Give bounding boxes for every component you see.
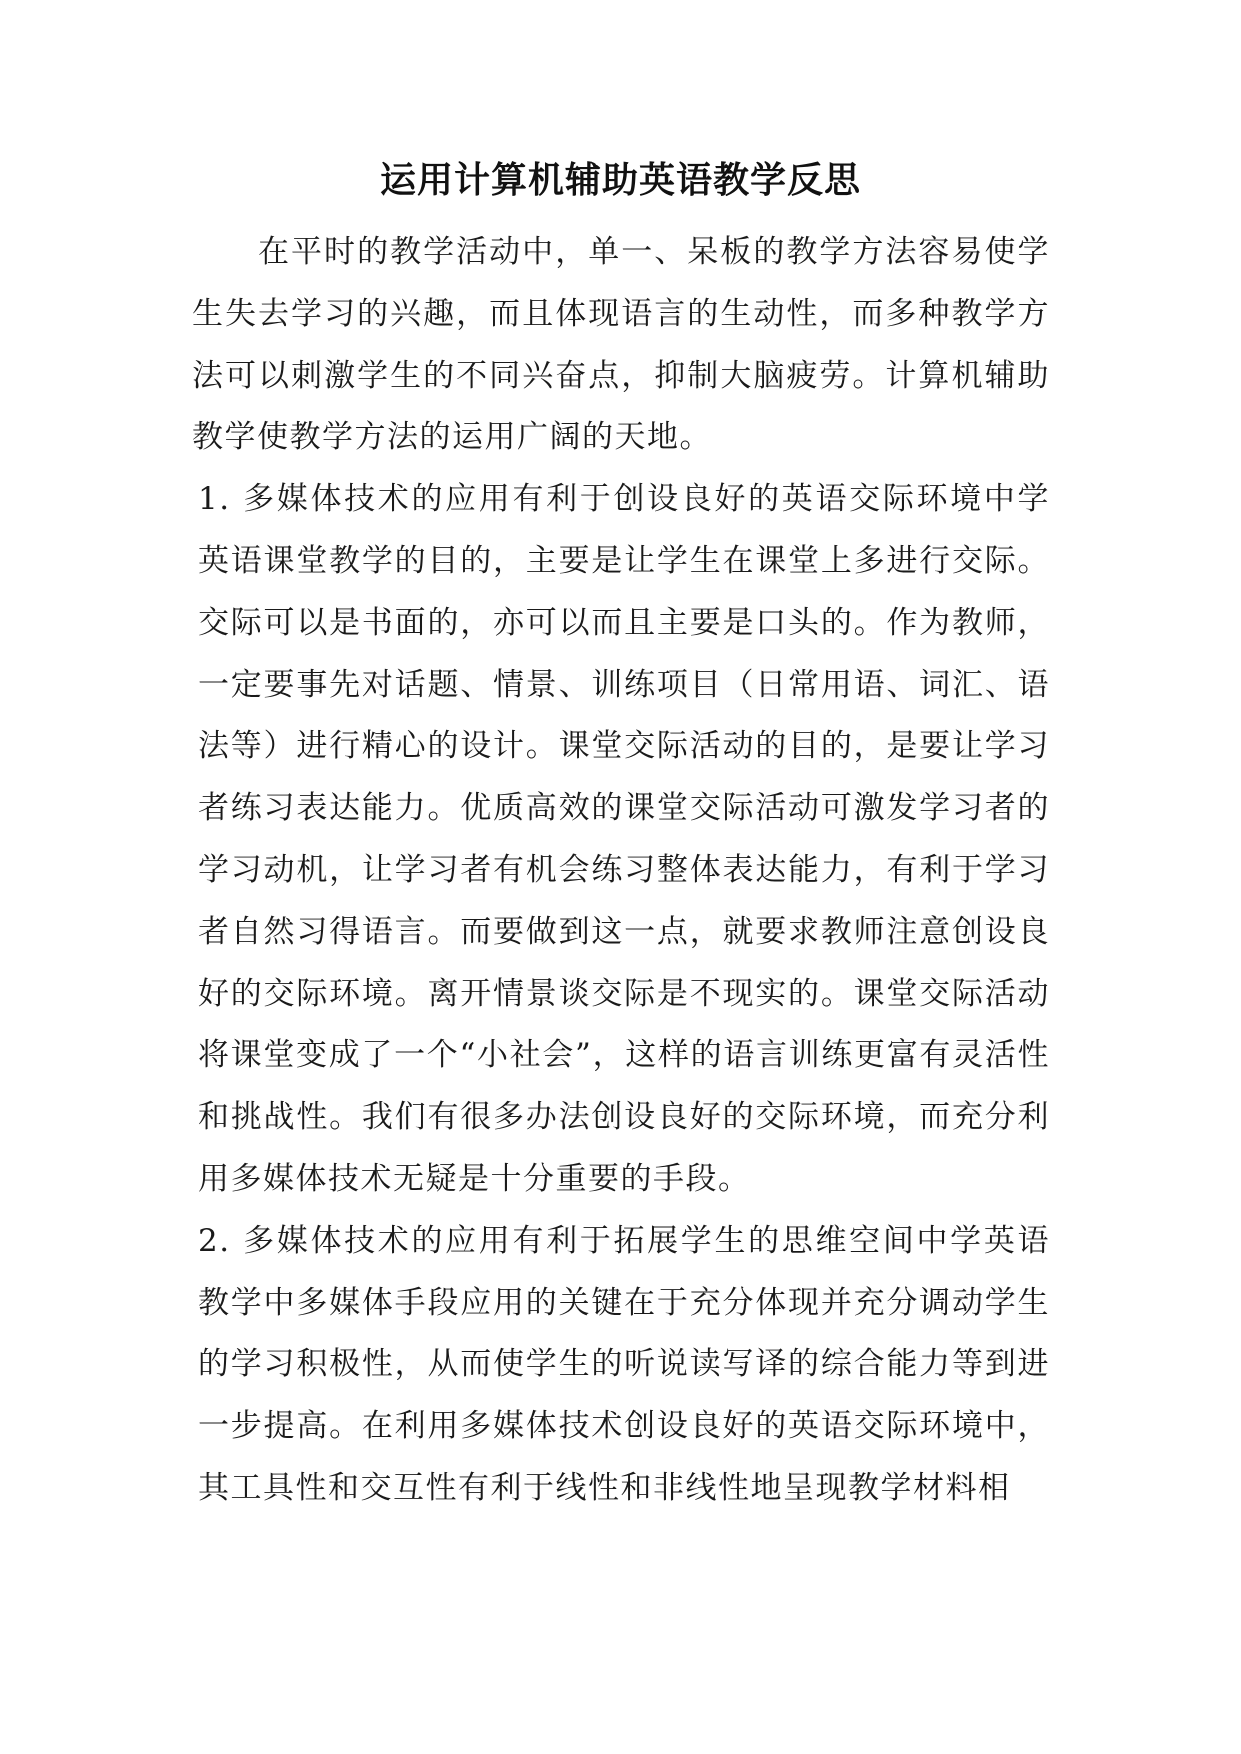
section-1-paragraph: 1. 多媒体技术的应用有利于创设良好的英语交际环境中学英语课堂教学的目的，主要是让学生在课堂上多进行交际。交际可以是书面的，亦可以而且主要是口头的。作为教师，一定要事先对话题、情景、训练项目（日常用语、词汇、语法等）进行精心的设计。课堂交际活动的目的，是要让学习者练习表达能力。优质高效的课堂交际活动可激发学习者的学习动机，让学习者有机会练习整体表达能力，有利于学习者自然习得语言。而要做到这一点，就要求教师注意创设良好的交际环境。离开情景谈交际是不现实的。课堂交际活动将课堂变成了一个“小社会”，这样的语言训练更富有灵活性和挑战性。我们有很多办法创设良好的交际环境，而充分利用多媒体技术无疑是十分重要的手段。 [198, 481, 1050, 1197]
document-body [192, 222, 1050, 1520]
intro-paragraph: 在平时的教学活动中，单一、呆板的教学方法容易使学生失去学习的兴趣，而且体现语言的生动性，而多种教学方法可以刺激学生的不同兴奋点，抑制大脑疲劳。计算机辅助教学使教学方法的运用广阔的天地。 [192, 234, 1050, 456]
section-2-paragraph: 2. 多媒体技术的应用有利于拓展学生的思维空间中学英语教学中多媒体手段应用的关键在于充分体现并充分调动学生的学习积极性，从而使学生的听说读写译的综合能力等到进一步提高。在利用多媒体技术创设良好的英语交际环境中，其工具性和交互性有利于线性和非线性地呈现教学材料相 [198, 1222, 1050, 1506]
document-title: 运用计算机辅助英语教学反思 [379, 159, 861, 201]
